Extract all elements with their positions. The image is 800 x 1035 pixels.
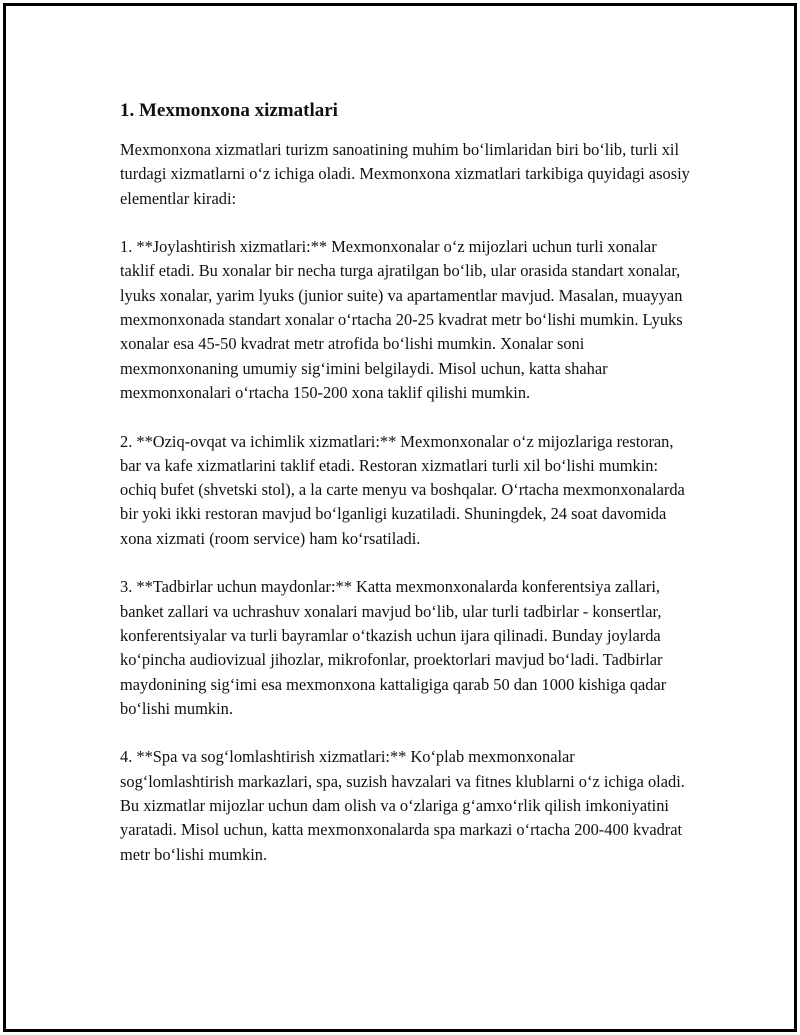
paragraph-accommodation: 1. **Joylashtirish xizmatlari:** Mexmonxonalar o‘z mijozlari uchun turli xonalar taklif etadi. Bu xonalar bir necha turga ajratilgan bo‘lib, ular orasida standart xonalar, lyuks xonalar, yarim lyuks (junior suite) va apartamentlar mavjud. Masalan, muayyan mexmonxonada standart xonalar o‘rtacha 20-25 kvadrat metr bo‘lishi mumkin. Lyuks xonalar esa 45-50 kvadrat metr atrofida bo‘lishi mumkin. Xonalar soni mexmonxonaning umumiy sig‘imini belgilaydi. Misol uchun, katta shahar mexmonxonalari o‘rtacha 150-200 xona taklif qilishi mumkin.: [120, 237, 683, 402]
intro-paragraph: Mexmonxona xizmatlari turizm sanoatining muhim bo‘limlaridan biri bo‘lib, turli xil turdagi xizmatlarni o‘z ichiga oladi. Mexmonxona xizmatlari tarkibiga quyidagi asosiy elementlar kiradi:: [120, 140, 690, 208]
document-page: [3, 3, 797, 1032]
document-content: [120, 98, 690, 891]
paragraph-spa-wellness: 4. **Spa va sog‘lomlashtirish xizmatlari:** Ko‘plab mexmonxonalar sog‘lomlashtirish markazlari, spa, suzish havzalari va fitnes klublarni o‘z ichiga oladi. Bu xizmatlar mijozlar uchun dam olish va o‘zlariga g‘amxo‘rlik qilish imkoniyatini yaratadi. Misol uchun, katta mexmonxonalarda spa markazi o‘rtacha 200-400 kvadrat metr bo‘lishi mumkin.: [120, 747, 685, 864]
section-heading: 1. Mexmonxona xizmatlari: [120, 100, 338, 121]
paragraph-food-beverage: 2. **Oziq-ovqat va ichimlik xizmatlari:** Mexmonxonalar o‘z mijozlariga restoran, bar va kafe xizmatlarini taklif etadi. Restoran xizmatlari turli xil bo‘lishi mumkin: ochiq bufet (shvetski stol), a la carte menyu va boshqalar. O‘rtacha mexmonxonalarda bir yoki ikki restoran mavjud bo‘lganligi kuzatiladi. Shuningdek, 24 soat davomida xona xizmati (room service) ham ko‘rsatiladi.: [120, 431, 685, 548]
paragraph-event-spaces: 3. **Tadbirlar uchun maydonlar:** Katta mexmonxonalarda konferentsiya zallari, banket zallari va uchrashuv xonalari mavjud bo‘lib, ular turli tadbirlar - konsertlar, konferentsiyalar va turli bayramlar o‘tkazish uchun ijara qilinadi. Bunday joylarda ko‘pincha audiovizual jihozlar, mikrofonlar, proektorlari mavjud bo‘ladi. Tadbirlar maydonining sig‘imi esa mexmonxona kattaligiga qarab 50 dan 1000 kishiga qadar bo‘lishi mumkin.: [120, 577, 667, 718]
